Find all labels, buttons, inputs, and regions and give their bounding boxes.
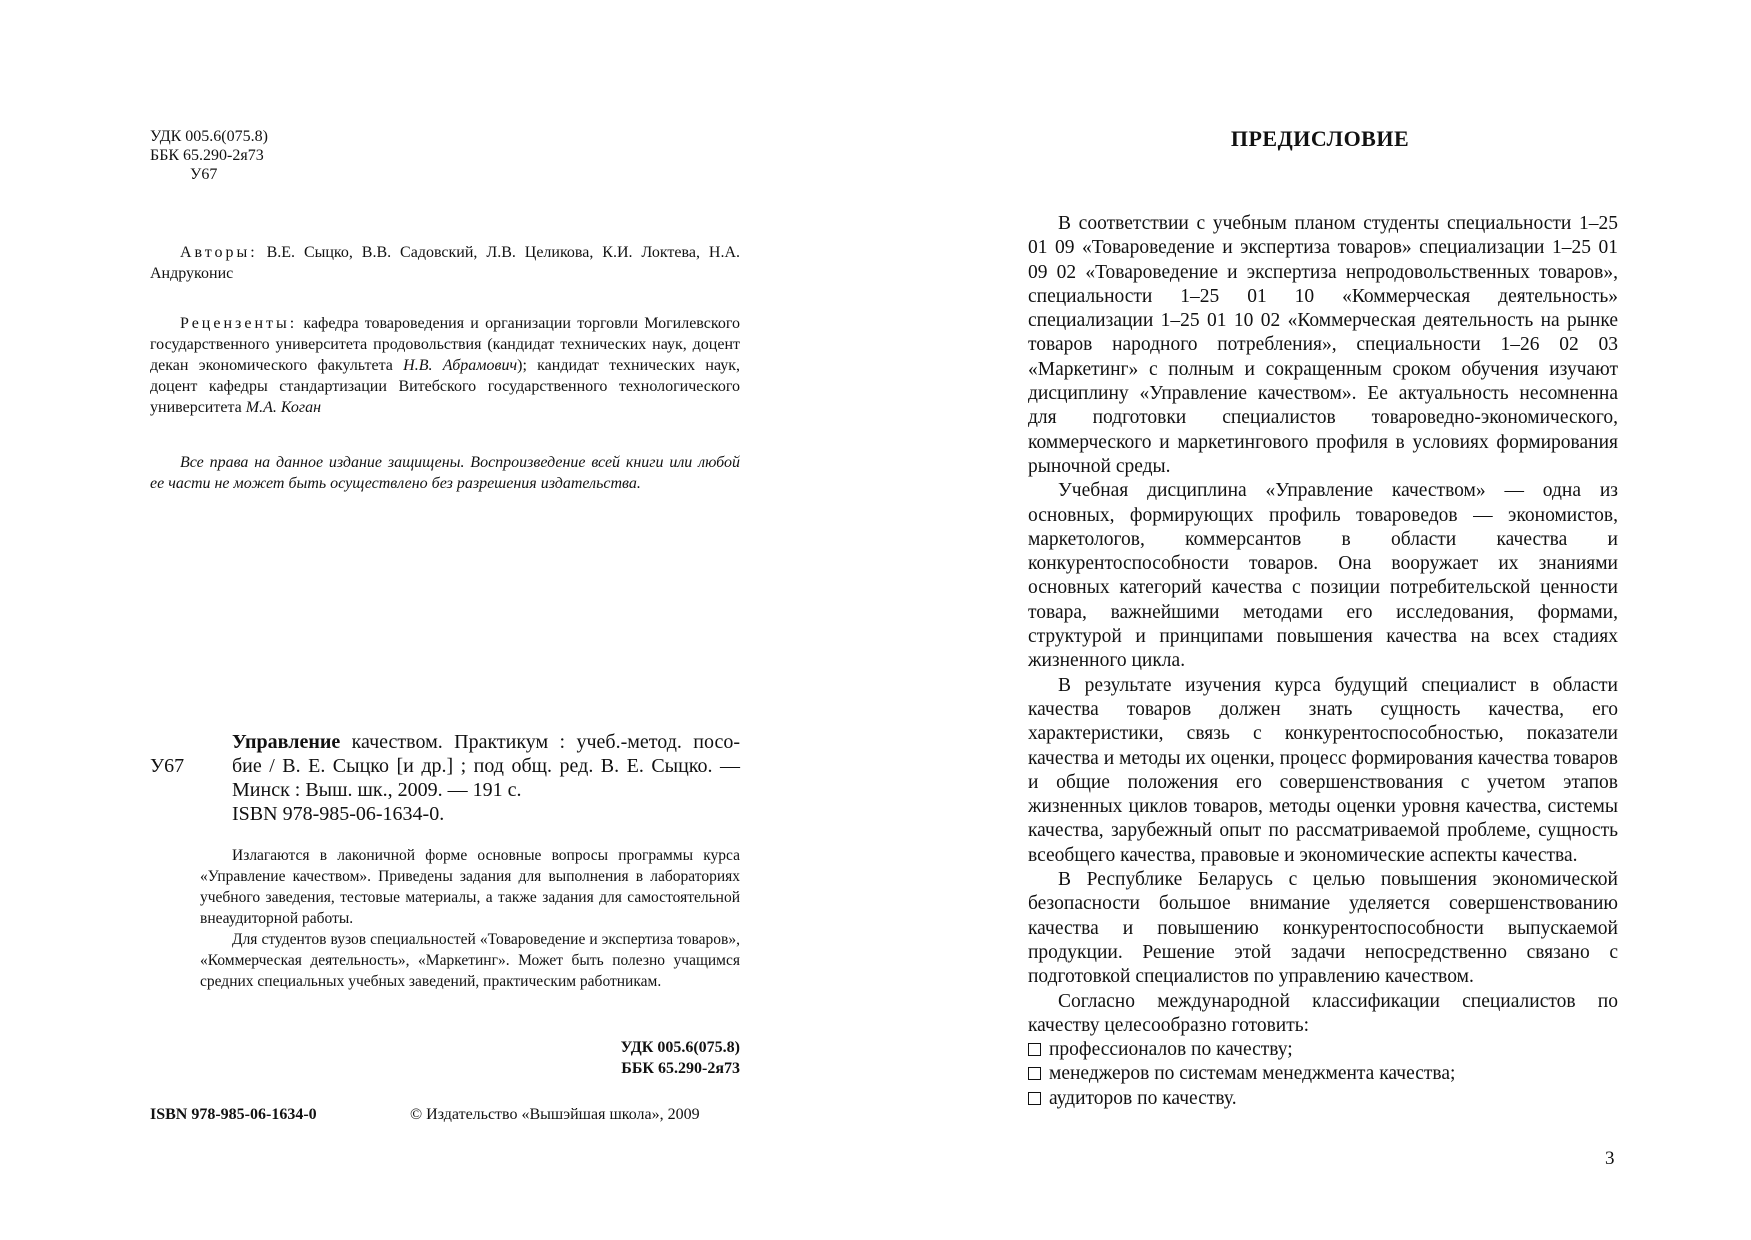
authors-block bbox=[150, 242, 740, 284]
biblio-row bbox=[150, 754, 740, 778]
reviewers-text-2: ); кандидат технических наук, доцент кафедры стандартизации Витебского государственного технологического университета bbox=[150, 357, 741, 416]
checkbox-bullet-icon bbox=[1028, 1092, 1041, 1105]
isbn-bottom: ISBN 978-985-06-1634-0 bbox=[150, 1106, 317, 1123]
checkbox-bullet-icon bbox=[1028, 1067, 1041, 1080]
biblio-line-2: бие / В. Е. Сыцко [и др.] ; под общ. ред. В. Е. Сыцко. — bbox=[232, 755, 740, 777]
preface-paragraph-1: В соответствии с учебным планом студенты специальности 1–25 01 09 «Товароведение и экспертиза товаров» специализации 1–25 01 09 02 «Товароведение и экспертиза непродовольственных товаров», специальности 1–25 01 10 «Коммерческая деятельность» специализации 1–25 01 10 02 «Коммерческая деятельность на рынке товаров народного потребления», специальности 1–26 02 03 «Маркетинг» с полным и сокращенным сроком обучения изучают дисциплину «Управление качеством». Ее актуальность несомненна для подготовки специалистов товароведно-экономического, коммерческого и маркетингового профиля в условиях формирования рыночной среды. bbox=[1028, 213, 1618, 477]
list-item bbox=[1028, 1062, 1618, 1086]
classification-codes-bottom bbox=[540, 1037, 740, 1079]
biblio-title-rest: качеством. Практикум : учеб.-метод. посо- bbox=[340, 731, 740, 753]
specialist-list bbox=[1028, 1038, 1618, 1111]
list-item-text: аудиторов по качеству. bbox=[1049, 1087, 1237, 1109]
rights-notice: Все права на данное издание защищены. Воспроизведение всей книги или любой ее части не может быть осуществлено без разрешения издательства. bbox=[150, 454, 740, 492]
list-item-text: профессионалов по качеству; bbox=[1049, 1039, 1293, 1061]
list-item bbox=[1028, 1087, 1618, 1111]
bbk-bottom: ББК 65.290-2я73 bbox=[621, 1060, 740, 1077]
preface-paragraph-3: В результате изучения курса будущий специалист в области качества товаров должен знать сущность качества, его характеристики, связь с конкурентоспособностью, показатели качества и методы их оценки, процесс формирования качества товаров и общие положения его совершенствования с учетом этапов жизненных циклов товаров, методы оценки уровня качества, системы качества, зарубежный опыт по рассматриваемой проблеме, сущность всеобщего качества, правовые и экономические аспекты качества. bbox=[1028, 674, 1618, 866]
authors-label: Авторы: bbox=[180, 244, 258, 261]
page-title: ПРЕДИСЛОВИЕ bbox=[1230, 126, 1410, 151]
bibliographic-record bbox=[150, 730, 740, 826]
biblio-isbn: ISBN 978-985-06-1634-0. bbox=[232, 803, 445, 825]
biblio-title-bold: Управление bbox=[232, 731, 341, 753]
preface-body bbox=[1028, 212, 1618, 1111]
reviewer-name-1: Н.В. Абрамович bbox=[403, 357, 518, 374]
preface-paragraph-4: В Республике Беларусь с целью повышения экономической безопасности большое внимание уделяется совершенствованию качества и повышению конкурентоспособности выпускаемой продукции. Решение этой задачи непосредственно связано с подготовкой специалистов по управлению качеством. bbox=[1028, 869, 1618, 988]
page-number: 3 bbox=[1605, 1148, 1615, 1169]
biblio-line-3: Минск : Выш. шк., 2009. — 191 с. bbox=[232, 779, 522, 801]
reviewers-text-1: кафедра товароведения и организации торговли Могилевского государственного университета продовольствия (кандидат технических наук, доцент декан экономического факультета bbox=[150, 315, 740, 374]
biblio-code: У67 bbox=[150, 755, 185, 777]
copyright-notice: © Издательство «Вышэйшая школа», 2009 bbox=[410, 1106, 700, 1123]
checkbox-bullet-icon bbox=[1028, 1043, 1041, 1056]
authors-names: В.Е. Сыцко, В.В. Садовский, Л.В. Целикова, К.И. Локтева, Н.А. Андруконис bbox=[150, 244, 740, 282]
reviewer-name-2: М.А. Коган bbox=[245, 399, 322, 416]
reviewers-label: Рецензенты: bbox=[180, 315, 298, 332]
bbk-code: ББК 65.290-2я73 bbox=[150, 147, 264, 164]
annotation-paragraph-1: Излагаются в лаконичной форме основные вопросы программы курса «Управление качеством». Приведены задания для выполнения в лабораториях учебного заведения, тестовые материалы, а также задания для самостоятельной внеаудиторной работы. bbox=[200, 847, 740, 927]
preface-paragraph-5: Согласно международной классификации специалистов по качеству целесообразно готовить: bbox=[1028, 990, 1618, 1036]
udk-bottom: УДК 005.6(075.8) bbox=[620, 1039, 740, 1056]
list-item bbox=[1028, 1038, 1618, 1062]
preface-paragraph-2: Учебная дисциплина «Управление качеством» — одна из основных, формирующих профиль товароведов — экономистов, маркетологов, коммерсантов в области качества и конкурентоспособности товаров. Она вооружает их знаниями основных категорий качества с позиции потребительской ценности товара, важнейшими методами его исследования, формами, структурой и принципами повышения качества на всех стадиях жизненного цикла. bbox=[1028, 480, 1618, 672]
classification-codes bbox=[150, 127, 268, 184]
annotation bbox=[200, 845, 740, 992]
biblio-title-line bbox=[150, 730, 740, 754]
author-mark: У67 bbox=[190, 166, 218, 183]
list-item-text: менеджеров по системам менеджмента качества; bbox=[1049, 1063, 1456, 1085]
annotation-paragraph-2: Для студентов вузов специальностей «Товароведение и экспертиза товаров», «Коммерческая деятельность», «Маркетинг». Может быть полезно учащимся средних специальных учебных заведений, практическим работникам. bbox=[200, 931, 740, 990]
reviewers-block bbox=[150, 313, 740, 418]
udk-code: УДК 005.6(075.8) bbox=[150, 128, 268, 145]
